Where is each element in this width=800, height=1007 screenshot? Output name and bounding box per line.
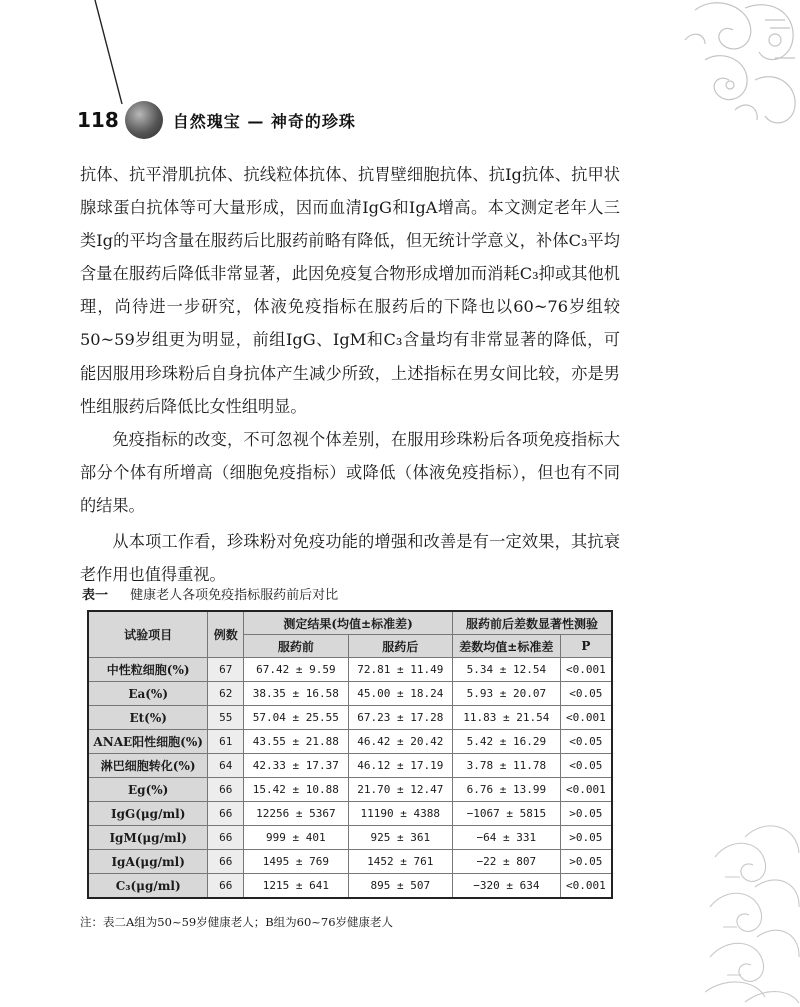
row-p: <0.001: [560, 778, 612, 802]
row-after: 46.42 ± 20.42: [348, 730, 452, 754]
row-item: IgG(μg/ml): [88, 802, 208, 826]
row-count: 66: [208, 826, 244, 850]
corner-ornament-icon: [675, 0, 800, 130]
table-row: [88, 682, 612, 706]
row-diff: 6.76 ± 13.99: [453, 778, 561, 802]
row-before: 43.55 ± 21.88: [244, 730, 348, 754]
row-count: 66: [208, 802, 244, 826]
row-count: 67: [208, 658, 244, 682]
row-before: 67.42 ± 9.59: [244, 658, 348, 682]
row-item: 淋巴细胞转化(%): [88, 754, 208, 778]
body-text: [80, 158, 620, 594]
row-item: Eg(%): [88, 778, 208, 802]
row-after: 895 ± 507: [348, 874, 452, 899]
row-after: 45.00 ± 18.24: [348, 682, 452, 706]
table-caption-label: 表一: [82, 588, 109, 603]
row-item: IgM(μg/ml): [88, 826, 208, 850]
wave-ornament-icon: [705, 817, 800, 1007]
row-count: 66: [208, 778, 244, 802]
row-p: >0.05: [560, 802, 612, 826]
header-count: 例数: [208, 611, 244, 658]
row-before: 1495 ± 769: [244, 850, 348, 874]
header-before: 服药前: [244, 635, 348, 658]
table-caption-text: 健康老人各项免疫指标服药前后对比: [130, 588, 339, 603]
page-number: 118: [77, 108, 119, 132]
row-after: 925 ± 361: [348, 826, 452, 850]
header-group-test: 服药前后差数显著性测验: [453, 611, 613, 635]
paragraph-3: 从本项工作看，珍珠粉对免疫功能的增强和改善是有一定效果，其抗衰老作用也值得重视。: [80, 532, 620, 585]
row-before: 42.33 ± 17.37: [244, 754, 348, 778]
table-row: [88, 778, 612, 802]
page-header: [77, 100, 356, 140]
immune-index-table: [87, 610, 613, 899]
row-before: 38.35 ± 16.58: [244, 682, 348, 706]
table-row: [88, 850, 612, 874]
table-row: [88, 706, 612, 730]
table-row: [88, 730, 612, 754]
row-diff: 11.83 ± 21.54: [453, 706, 561, 730]
row-diff: −1067 ± 5815: [453, 802, 561, 826]
row-p: <0.05: [560, 682, 612, 706]
row-count: 66: [208, 874, 244, 899]
row-count: 55: [208, 706, 244, 730]
row-after: 46.12 ± 17.19: [348, 754, 452, 778]
table-caption: [82, 584, 338, 603]
row-after: 21.70 ± 12.47: [348, 778, 452, 802]
row-p: <0.05: [560, 730, 612, 754]
table-note: 注：表二A组为50~59岁健康老人；B组为60~76岁健康老人: [80, 915, 394, 929]
row-count: 61: [208, 730, 244, 754]
table-row: [88, 826, 612, 850]
row-before: 12256 ± 5367: [244, 802, 348, 826]
row-after: 1452 ± 761: [348, 850, 452, 874]
pearl-icon: [125, 101, 163, 139]
row-before: 57.04 ± 25.55: [244, 706, 348, 730]
row-item: 中性粒细胞(%): [88, 658, 208, 682]
row-item: IgA(μg/ml): [88, 850, 208, 874]
row-before: 1215 ± 641: [244, 874, 348, 899]
row-item: C₃(μg/ml): [88, 874, 208, 899]
chapter-title: 自然瑰宝 — 神奇的珍珠: [172, 111, 356, 131]
header-diff: 差数均值±标准差: [453, 635, 561, 658]
header-p: P: [560, 635, 612, 658]
row-diff: −22 ± 807: [453, 850, 561, 874]
row-p: <0.001: [560, 658, 612, 682]
row-diff: −64 ± 331: [453, 826, 561, 850]
row-after: 11190 ± 4388: [348, 802, 452, 826]
row-p: <0.05: [560, 754, 612, 778]
row-count: 64: [208, 754, 244, 778]
row-p: <0.001: [560, 874, 612, 899]
row-after: 72.81 ± 11.49: [348, 658, 452, 682]
row-diff: 5.42 ± 16.29: [453, 730, 561, 754]
row-count: 62: [208, 682, 244, 706]
row-item: Et(%): [88, 706, 208, 730]
header-after: 服药后: [348, 635, 452, 658]
table-row: [88, 754, 612, 778]
table-row: [88, 658, 612, 682]
row-p: <0.001: [560, 706, 612, 730]
row-diff: 5.93 ± 20.07: [453, 682, 561, 706]
row-before: 15.42 ± 10.88: [244, 778, 348, 802]
table-row: [88, 802, 612, 826]
paragraph-1: 抗体、抗平滑肌抗体、抗线粒体抗体、抗胃壁细胞抗体、抗Ig抗体、抗甲状腺球蛋白抗体等可大量形成，因而血清IgG和IgA增高。本文测定老年人三类Ig的平均含量在服药后比服药前略有降低，但无统计学意义，补体C₃平均含量在服药后降低非常显著，此因免疫复合物形成增加而消耗C₃抑或其他机理，尚待进一步研究，体液免疫指标在服药后的下降也以60~76岁组较50~59岁组更为明显，前组IgG、IgM和C₃含量均有非常显著的降低，可能因服用珍珠粉后自身抗体产生减少所致，上述指标在男女间比较，亦是男性组服药后降低比女性组明显。: [80, 165, 620, 416]
paragraph-2: 免疫指标的改变，不可忽视个体差别，在服用珍珠粉后各项免疫指标大部分个体有所增高（细胞免疫指标）或降低（体液免疫指标），但也有不同的结果。: [80, 429, 620, 515]
header-group-result: 测定结果(均值±标准差): [244, 611, 453, 635]
row-diff: 3.78 ± 11.78: [453, 754, 561, 778]
header-item: 试验项目: [88, 611, 208, 658]
row-count: 66: [208, 850, 244, 874]
table-row: [88, 874, 612, 899]
row-before: 999 ± 401: [244, 826, 348, 850]
row-diff: −320 ± 634: [453, 874, 561, 899]
row-diff: 5.34 ± 12.54: [453, 658, 561, 682]
row-item: ANAE阳性细胞(%): [88, 730, 208, 754]
row-p: >0.05: [560, 826, 612, 850]
row-item: Ea(%): [88, 682, 208, 706]
row-after: 67.23 ± 17.28: [348, 706, 452, 730]
row-p: >0.05: [560, 850, 612, 874]
